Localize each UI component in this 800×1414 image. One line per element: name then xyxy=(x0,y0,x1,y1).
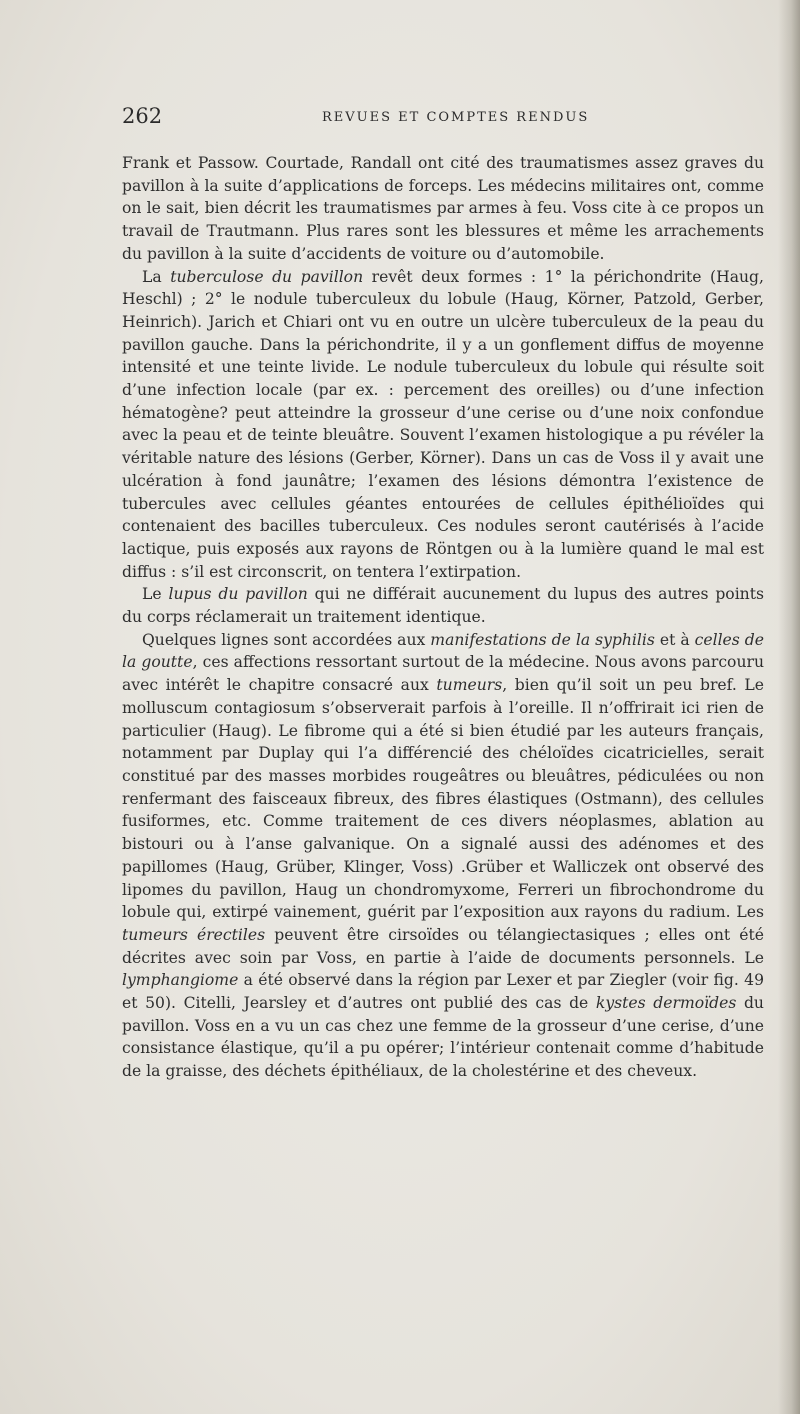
text-run: La xyxy=(142,267,171,286)
text-run: revêt deux formes : 1° la périchondrite (Haug, Heschl) ; 2° le nodule tuberculeux du lobule (Haug, Körner, Patzold, Gerber, Heinrich). Jarich et Chiari ont vu en outre un ulcère tuberculeux de la peau du pavillon gauche. Dans la périchondrite, il y a un gonflement diffus de moyenne intensité et une teinte livide. Le nodule tuberculeux du lobule qui résulte soit d’une infection locale (par ex. : percement des oreilles) ou d’une infection hématogène? peut atteindre la grosseur d’une cerise ou d’une noix confondue avec la peau et de teinte bleuâtre. Souvent l’examen histologique a pu révéler la véritable nature des lésions (Gerber, Körner). Dans un cas de Voss il y avait une ulcération à fond jaunâtre; l’examen des lésions démontra l’existence de tubercules avec cellules géantes entourées de cellules épithélioïdes qui contenaient des bacilles tuberculeux. Ces nodules seront cautérisés à l’acide lactique, puis exposés aux rayons de Röntgen ou à la lumière quand le mal est diffus : s’il est circonscrit, on tentera l’extirpation. xyxy=(122,267,764,581)
italic-term: celles de la goutte xyxy=(122,630,764,672)
italic-term: kystes dermoïdes xyxy=(595,994,737,1013)
text-run: , ces affections ressortant surtout de la médecine. Nous avons parcouru avec intérêt le chapitre consacré aux xyxy=(122,653,764,695)
text-run: Frank et Passow. Courtade, Randall ont cité des traumatismes assez graves du pavillon à la suite d’applications de forceps. Les médecins militaires ont, comme on le sait, bien décrit les traumatismes par armes à feu. Voss cite à ce propos un travail de Trautmann. Plus rares sont les blessures et même les arrachements du pavillon à la suite d’accidents de voiture ou d’automobile. xyxy=(122,154,764,263)
text-run: a été observé dans la région par Lexer et par Ziegler (voir fig. 49 et 50). Citelli, Jearsley et d’autres ont publié des cas de xyxy=(122,971,764,1013)
text-run: peuvent être cirsoïdes ou télangiectasiques ; elles ont été décrites avec soin par Voss, en partie à l’aide de documents personnels. Le xyxy=(122,925,764,967)
article-body xyxy=(122,152,764,1083)
text-run: Le xyxy=(142,585,169,604)
page-edge-shadow xyxy=(778,0,800,1414)
running-title: REVUES ET COMPTES RENDUS xyxy=(322,110,590,125)
italic-term: lupus du pavillon xyxy=(168,585,308,604)
paragraph-1 xyxy=(122,152,764,266)
page-header xyxy=(122,104,762,134)
italic-term: manifestations de la syphilis xyxy=(430,630,655,649)
italic-term: tuberculose du pavillon xyxy=(170,267,364,286)
italic-term: tumeurs xyxy=(436,676,503,695)
paragraph-3 xyxy=(122,583,764,628)
italic-term: lymphangiome xyxy=(122,971,239,990)
text-run: qui ne différait aucunement du lupus des autres points du corps réclamerait un traitement identique. xyxy=(122,585,764,627)
paragraph-2 xyxy=(122,266,764,584)
text-run: Quelques lignes sont accordées aux xyxy=(142,630,431,649)
italic-term: tumeurs érectiles xyxy=(122,925,266,944)
paragraph-4 xyxy=(122,629,764,1083)
page-number: 262 xyxy=(122,104,163,128)
text-run: et à xyxy=(654,630,695,649)
text-run: du pavillon. Voss en a vu un cas chez une femme de la grosseur d’une cerise, d’une consistance élastique, qu’il a pu opérer; l’intérieur contenait comme d’habitude de la graisse, des déchets épithéliaux, de la cholestérine et des cheveux. xyxy=(122,994,764,1081)
text-run: , bien qu’il soit un peu bref. Le molluscum contagiosum s’observerait parfois à l’oreille. Il n’offrirait ici rien de particulier (Haug). Le fibrome qui a été si bien étudié par les auteurs français, notamment par Duplay qui l’a différencié des chéloïdes cicatricielles, serait constitué par des masses morbides rougeâtres ou bleuâtres, pédiculées ou non renfermant des faisceaux fibreux, des fibres élastiques (Ostmann), des cellules fusiformes, etc. Comme traitement de ces divers néoplasmes, ablation au bistouri ou à l’anse galvanique. On a signalé aussi des adénomes et des papillomes (Haug, Grüber, Klinger, Voss) .Grüber et Walliczek ont observé des lipomes du pavillon, Haug un chondromyxome, Ferreri un fibrochondrome du lobule qui, extirpé vainement, guérit par l’exposition aux rayons du radium. Les xyxy=(122,676,764,922)
